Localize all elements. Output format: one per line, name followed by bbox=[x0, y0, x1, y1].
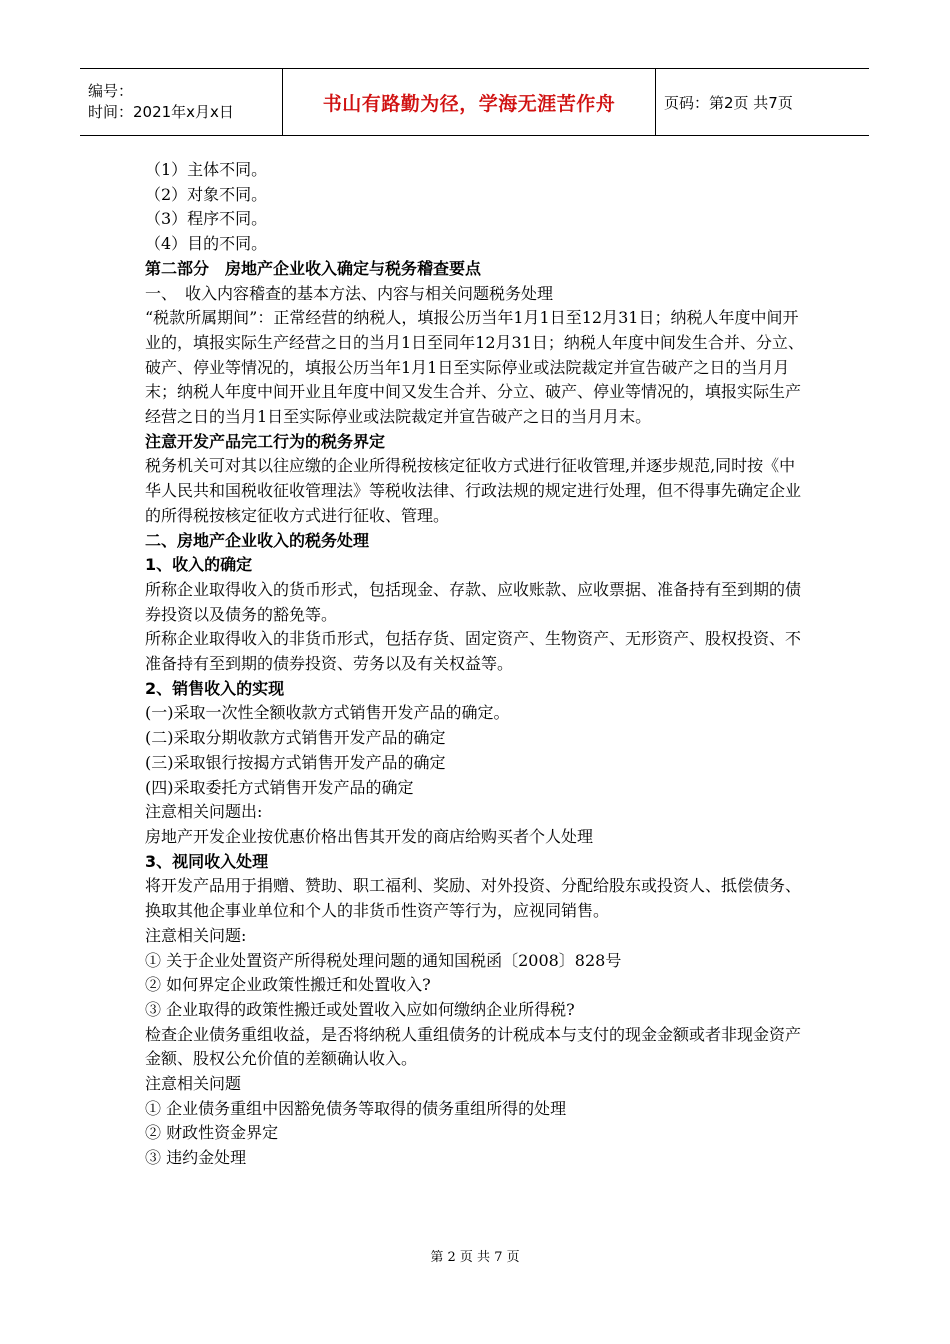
number-label: 编号： bbox=[88, 82, 134, 100]
subsection-heading: 一、 收入内容稽查的基本方法、内容与相关问题税务处理 bbox=[145, 283, 554, 303]
subsection-heading: 2、销售收入的实现 bbox=[145, 678, 285, 698]
list-item: (三)采取银行按揭方式销售开发产品的确定 bbox=[145, 752, 446, 772]
header-motto bbox=[282, 69, 656, 135]
page-header bbox=[80, 68, 869, 136]
document-body bbox=[145, 158, 810, 1171]
note-heading: 注意开发产品完工行为的税务界定 bbox=[145, 431, 386, 451]
subsection-heading: 1、收入的确定 bbox=[145, 555, 253, 575]
time-label: 时间：2021年x月x日 bbox=[88, 103, 234, 121]
page-label: 页码：第2页 共7页 bbox=[664, 93, 793, 112]
page-footer bbox=[0, 1246, 950, 1265]
paragraph: 注意相关问题 bbox=[145, 1074, 242, 1094]
list-item: （4）目的不同。 bbox=[145, 234, 268, 254]
footer-page-number: 第 2 页 共 7 页 bbox=[430, 1250, 520, 1265]
list-item: ① 企业债务重组中因豁免债务等取得的债务重组所得的处理 bbox=[145, 1098, 567, 1118]
subsection-heading: 3、视同收入处理 bbox=[145, 851, 269, 871]
paragraph: 税务机关可对其以往应缴的企业所得税按核定征收方式进行征收管理,并逐步规范,同时按《中华人民共和国税收征收管理法》等税收法律、行政法规的规定进行处理，但不得事先确定企业的所得税按核定征收方式进行征收、管理。 bbox=[145, 456, 802, 525]
list-item: ③ 违约金处理 bbox=[145, 1148, 247, 1168]
list-item: ① 关于企业处置资产所得税处理问题的通知国税函〔2008〕828号 bbox=[145, 950, 622, 970]
list-item: ② 如何界定企业政策性搬迁和处置收入? bbox=[145, 975, 431, 995]
list-item: ② 财政性资金界定 bbox=[145, 1123, 279, 1143]
section-heading: 二、房地产企业收入的税务处理 bbox=[145, 530, 370, 550]
motto-text: 书山有路勤为径，学海无涯苦作舟 bbox=[322, 92, 616, 115]
paragraph: 注意相关问题出: bbox=[145, 802, 263, 822]
paragraph: 检查企业债务重组收益，是否将纳税人重组债务的计税成本与支付的现金金额或者非现金资产金额、股权公允价值的差额确认收入。 bbox=[145, 1024, 802, 1069]
paragraph: 所称企业取得收入的非货币形式，包括存货、固定资产、生物资产、无形资产、股权投资、不准备持有至到期的债券投资、劳务以及有关权益等。 bbox=[145, 629, 802, 674]
paragraph: 注意相关问题: bbox=[145, 925, 247, 945]
paragraph: “税款所属期间”：正常经营的纳税人，填报公历当年1月1日至12月31日；纳税人年度中间开业的，填报实际生产经营之日的当月1日至同年12月31日；纳税人年度中间发生合并、分立、破产、停业等情况的，填报公历当年1月1日至实际停业或法院裁定并宣告破产之日的当月月末；纳税人年度中间开业且年度中间又发生合并、分立、破产、停业等情况的，填报实际生产经营之日的当月1日至实际停业或法院裁定并宣告破产之日的当月月末。 bbox=[145, 308, 804, 427]
list-item: ③ 企业取得的政策性搬迁或处置收入应如何缴纳企业所得税? bbox=[145, 999, 575, 1019]
header-page bbox=[656, 69, 869, 135]
paragraph: 将开发产品用于捐赠、赞助、职工福利、奖励、对外投资、分配给股东或投资人、抵偿债务、换取其他企事业单位和个人的非货币性资产等行为，应视同销售。 bbox=[145, 876, 802, 921]
paragraph: 房地产开发企业按优惠价格出售其开发的商店给购买者个人处理 bbox=[145, 826, 594, 846]
list-item: （2）对象不同。 bbox=[145, 184, 268, 204]
header-meta bbox=[80, 69, 282, 135]
paragraph: 所称企业取得收入的货币形式，包括现金、存款、应收账款、应收票据、准备持有至到期的债券投资以及债务的豁免等。 bbox=[145, 579, 802, 624]
list-item: (四)采取委托方式销售开发产品的确定 bbox=[145, 777, 414, 797]
list-item: (一)采取一次性全额收款方式销售开发产品的确定。 bbox=[145, 703, 510, 723]
list-item: （1）主体不同。 bbox=[145, 160, 268, 179]
section-heading: 第二部分 房地产企业收入确定与税务稽查要点 bbox=[145, 258, 482, 278]
list-item: (二)采取分期收款方式销售开发产品的确定 bbox=[145, 728, 446, 748]
list-item: （3）程序不同。 bbox=[145, 209, 268, 229]
